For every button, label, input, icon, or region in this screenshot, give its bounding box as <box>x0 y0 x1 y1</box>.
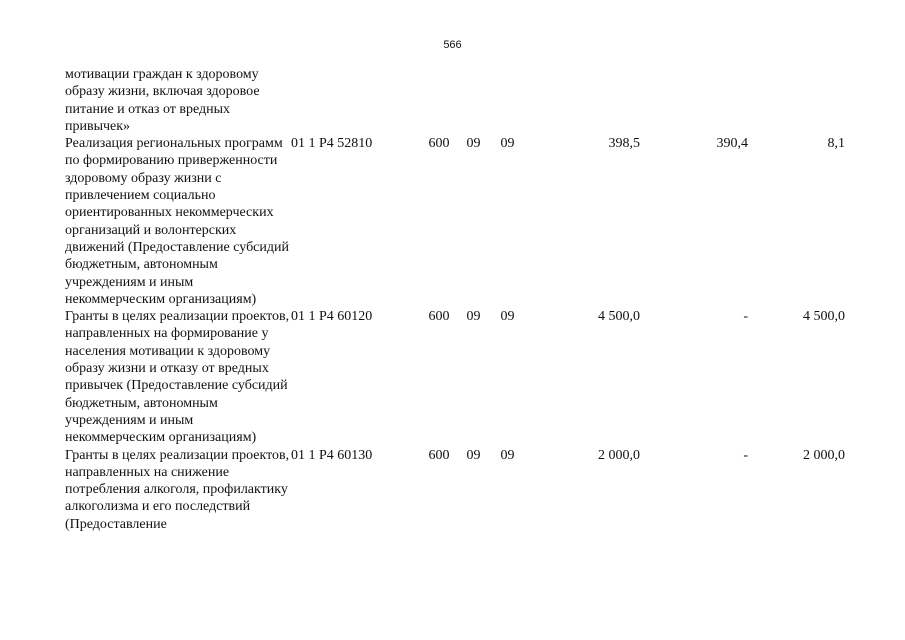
row-vr: 600 <box>428 136 450 152</box>
row-rz: 09 <box>466 309 481 325</box>
row-value-1: 4 500,0 <box>598 309 640 325</box>
row-vr: 600 <box>428 447 450 463</box>
row-name: Гранты в целях реализации проектов, направленных на формирование у населения мотивации к здоровому образу жизни и отказу от вредных привычек (Предоставление субсидий бюджетным, автономным учреждениям и иным некоммерческим организациям) <box>65 309 290 446</box>
row-pr: 09 <box>500 309 515 325</box>
table-row <box>65 308 845 446</box>
row-value-3: 2 000,0 <box>803 447 845 463</box>
row-code: 01 1 P4 60120 <box>291 309 373 325</box>
row-value-2: - <box>743 447 748 463</box>
row-vr <box>423 66 455 135</box>
row-code: 01 1 P4 52810 <box>291 136 373 152</box>
budget-table <box>65 66 845 533</box>
row-code <box>291 66 423 135</box>
row-name: Реализация региональных программ по формированию приверженности здоровому образу жизни с привлечением социально ориентированных некоммерческих организаций и волонтерских движений (Предоставление субсидий бюджетным, автономным учреждениям и иным некоммерческим организациям) <box>65 136 289 307</box>
row-value-2 <box>640 66 748 135</box>
row-pr: 09 <box>500 447 515 463</box>
row-value-1 <box>523 66 640 135</box>
row-value-3: 4 500,0 <box>803 309 845 325</box>
table-row <box>65 447 845 533</box>
row-value-3: 8,1 <box>827 136 845 152</box>
row-rz: 09 <box>466 136 481 152</box>
row-vr: 600 <box>428 309 450 325</box>
row-value-2: 390,4 <box>716 136 748 152</box>
table-row <box>65 66 845 135</box>
row-value-3 <box>748 66 845 135</box>
row-value-1: 2 000,0 <box>598 447 640 463</box>
row-rz: 09 <box>466 447 481 463</box>
row-pr <box>492 66 523 135</box>
row-name: Гранты в целях реализации проектов, направленных на снижение потребления алкоголя, профилактику алкоголизма и его последствий (Предоставление <box>65 447 290 532</box>
row-code: 01 1 P4 60130 <box>291 447 373 463</box>
row-name: мотивации граждан к здоровому образу жизни, включая здоровое питание и отказ от вредных привычек» <box>65 67 260 134</box>
row-value-1: 398,5 <box>608 136 640 152</box>
row-pr: 09 <box>500 136 515 152</box>
page-number: 566 <box>443 39 462 51</box>
row-rz <box>455 66 492 135</box>
table-row <box>65 135 845 308</box>
row-value-2: - <box>743 309 748 325</box>
